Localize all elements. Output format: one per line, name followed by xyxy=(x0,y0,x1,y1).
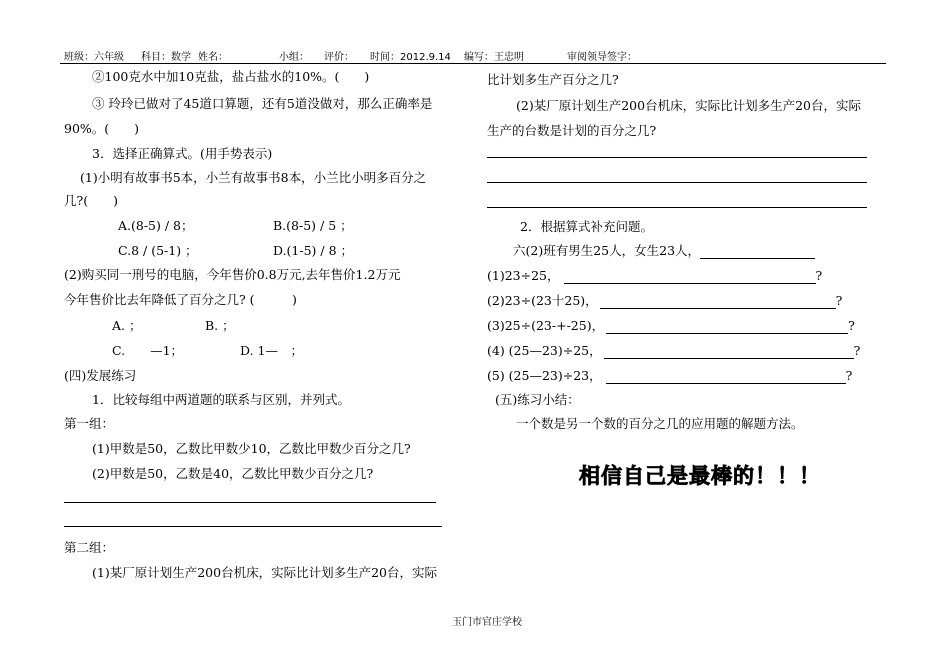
formula-question-4 xyxy=(487,343,860,359)
question-mark: ? xyxy=(853,343,861,358)
answer-line xyxy=(487,157,867,158)
group-1-question-2: (2)甲数是50，乙数是40，乙数比甲数少百分之几? xyxy=(92,466,374,481)
option-c-2: C. —1； xyxy=(112,343,184,358)
option-a-2: A. ； xyxy=(112,318,142,333)
group-2-question-1: (1)某厂原计划生产200台机床，实际比计划多生产20台，实际 xyxy=(92,565,437,580)
author-label: 编写：王忠明 xyxy=(464,52,524,63)
answer-blank xyxy=(606,370,846,384)
section-3-heading: 3．选择正确算式。(用手势表示) xyxy=(92,146,273,161)
group-label: 小组： xyxy=(279,52,309,63)
answer-line xyxy=(64,526,442,527)
exercise-2-heading: 2．根据算式补充问题。 xyxy=(520,219,653,234)
option-d-1: D.(1-5) / 8 ； xyxy=(273,243,354,258)
item-3-statement-cont: 90%。( ) xyxy=(64,121,140,136)
group-2-question-2: (2)某厂原计划生产200台机床，实际比计划多生产20台，实际 xyxy=(516,98,861,113)
header-divider xyxy=(60,63,886,64)
context-statement xyxy=(513,243,815,259)
section-4-heading: (四)发展练习 xyxy=(64,368,137,383)
slogan: 相信自己是最棒的！！！ xyxy=(579,464,821,488)
group-2-heading: 第二组： xyxy=(64,540,115,555)
answer-line xyxy=(64,502,436,503)
option-a-1: A.(8-5) / 8； xyxy=(118,218,194,233)
question-2: (2)购买同一刑号的电脑，今年售价0.8万元,去年售价1.2万元 xyxy=(64,267,401,282)
question-1: (1)小明有故事书5本，小兰有故事书8本，小兰比小明多百分之 xyxy=(80,170,427,185)
footer-school: 玉门市官庄学校 xyxy=(452,617,522,628)
question-mark: ? xyxy=(815,268,823,283)
formula-4: (4) (25—23)÷25， xyxy=(487,343,602,358)
question-1-cont: 几?( ) xyxy=(64,193,118,208)
answer-blank xyxy=(606,320,848,334)
answer-line xyxy=(487,207,867,208)
formula-2: (2)23÷(23十25)， xyxy=(487,293,598,308)
group-1-question-1: (1)甲数是50，乙数比甲数少10，乙数比甲数少百分之几? xyxy=(92,441,411,456)
answer-blank xyxy=(700,245,815,259)
answer-blank xyxy=(600,295,836,309)
option-b-2: B. ； xyxy=(205,318,235,333)
question-mark: ? xyxy=(845,368,853,383)
formula-question-1 xyxy=(487,268,822,284)
formula-1: (1)23÷25， xyxy=(487,268,560,283)
group-1-heading: 第一组： xyxy=(64,416,115,431)
answer-line xyxy=(487,182,867,183)
answer-blank xyxy=(604,345,854,359)
eval-label: 评价： xyxy=(324,52,354,63)
subject-label: 科目：数学 xyxy=(141,52,191,63)
review-label: 审阅领导签字： xyxy=(567,52,637,63)
formula-question-2 xyxy=(487,293,842,309)
question-mark: ? xyxy=(835,293,843,308)
time-label: 时间：2012.9.14 xyxy=(370,52,451,63)
option-c-1: C.8 / (5-1) ； xyxy=(118,243,198,258)
item-3-statement: ③ 玲玲已做对了45道口算题，还有5道没做对，那么正确率是 xyxy=(92,96,433,111)
option-d-2: D. 1— ； xyxy=(240,343,303,358)
item-2-statement: ②100克水中加10克盐，盐占盐水的10%。( ) xyxy=(92,69,370,84)
question-mark: ? xyxy=(848,318,855,333)
context-text: 六(2)班有男生25人，女生23人， xyxy=(513,243,701,258)
class-label: 班级：六年级 xyxy=(64,52,124,63)
section-5-heading: (五)练习小结： xyxy=(495,392,580,407)
formula-3: (3)25÷(23-+-25)， xyxy=(487,318,605,333)
exercise-1-heading: 1．比较每组中两道题的联系与区别，并列式。 xyxy=(92,392,350,407)
formula-question-5 xyxy=(487,368,852,384)
question-2-cont: 今年售价比去年降低了百分之几? ( ) xyxy=(64,292,297,307)
formula-5: (5) (25—23)÷23， xyxy=(487,368,602,383)
group-2-question-1-cont: 比计划多生产百分之几? xyxy=(487,72,619,87)
summary-text: 一个数是另一个数的百分之几的应用题的解题方法。 xyxy=(516,416,804,431)
group-2-question-2-cont: 生产的台数是计划的百分之几? xyxy=(487,123,657,138)
option-b-1: B.(8-5) / 5 ； xyxy=(273,218,353,233)
formula-question-3 xyxy=(487,318,855,334)
answer-blank xyxy=(564,270,816,284)
name-label: 姓名： xyxy=(198,52,228,63)
